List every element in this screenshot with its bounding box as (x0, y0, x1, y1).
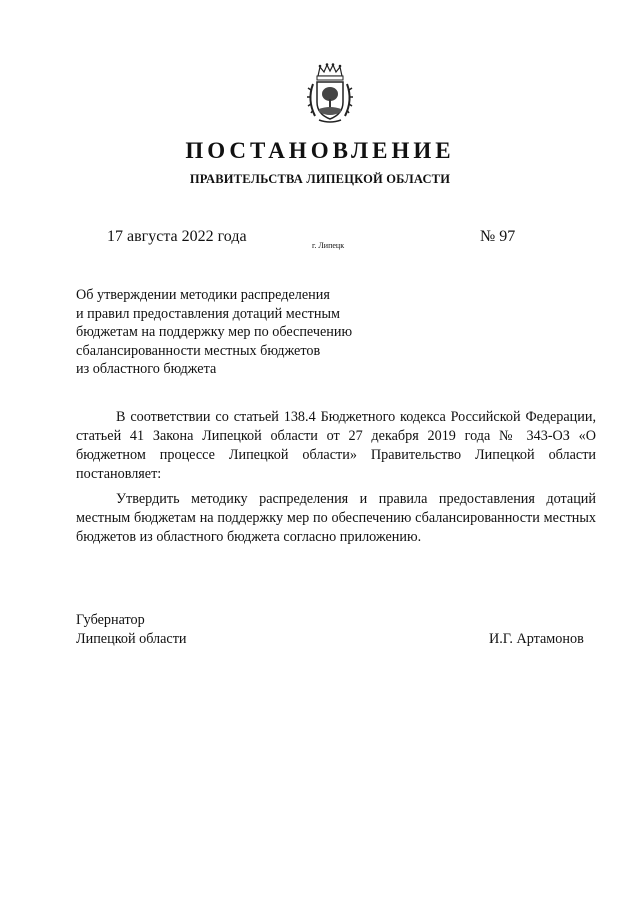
subject-line: сбалансированности местных бюджетов (76, 342, 321, 359)
document-number: № 97 (480, 228, 516, 245)
subject-line: Об утверждении методики распределения (76, 287, 330, 303)
coat-of-arms-icon (305, 62, 355, 124)
document-subject (76, 286, 416, 379)
position-line: Липецкой области (76, 631, 187, 647)
subject-line: бюджетам на поддержку мер по обеспечению (76, 324, 353, 340)
signatory-position (76, 611, 187, 649)
subject-line: из областного бюджета (76, 361, 217, 377)
subject-line: и правил предоставления дотаций местным (76, 305, 340, 322)
document-date: 17 августа 2022 года (107, 228, 247, 245)
document-place: г. Липецк (312, 241, 345, 250)
body-paragraph: В соответствии со статьей 138.4 Бюджетного кодекса Российской Федерации, статьей 41 Закона Липецкой области от 27 декабря 2019 года № 343-ОЗ «О бюджетном процессе Липецкой области» Правительство Липецкой области постановляет: (76, 409, 596, 482)
document-subtitle: ПРАВИТЕЛЬСТВА ЛИПЕЦКОЙ ОБЛАСТИ (189, 172, 451, 186)
signatory-name: И.Г. Артамонов (489, 631, 584, 647)
position-line: Губернатор (76, 612, 145, 628)
body-paragraph: Утвердить методику распределения и правила предоставления дотаций местным бюджетам на поддержку мер по обеспечению сбалансированности местных бюджетов из областного бюджета согласно приложению. (76, 491, 596, 545)
document-title: ПОСТАНОВЛЕНИЕ (185, 138, 455, 163)
